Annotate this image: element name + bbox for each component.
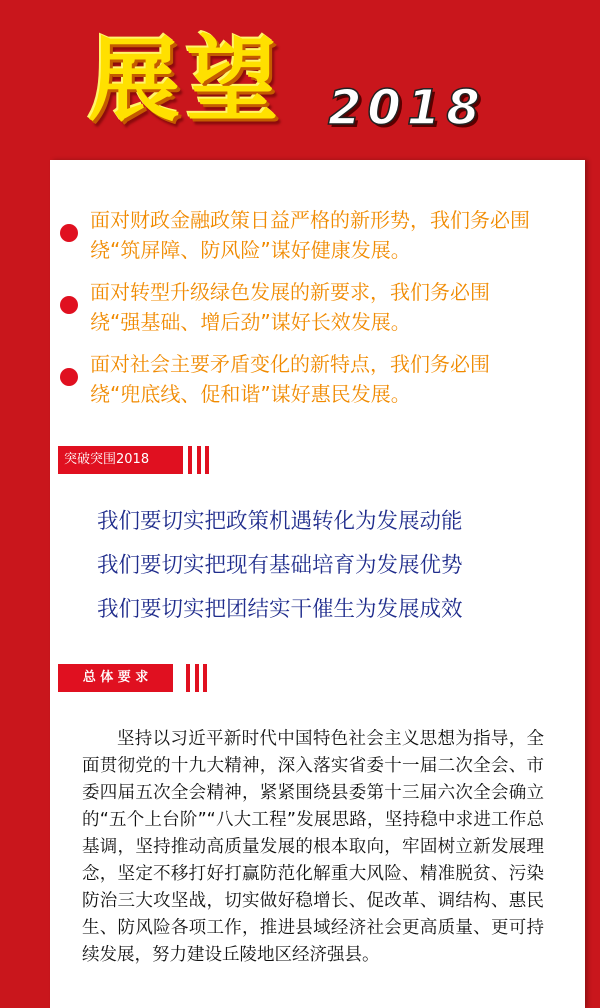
list-item-text: 面对财政金融政策日益严格的新形势，我们务必围绕“筑屏障、防风险”谋好健康发展。: [90, 208, 530, 262]
header: [0, 0, 600, 160]
section-tag-breakthrough: [58, 446, 218, 474]
tag-stripe: [186, 664, 190, 692]
list-item: [60, 277, 540, 337]
tag-stripe: [203, 664, 207, 692]
list-item: [60, 349, 540, 409]
red-dot-icon: [60, 224, 78, 242]
section-tag-requirements: [58, 664, 218, 692]
tag-stripe: [205, 446, 209, 474]
goal-line: 我们要切实把团结实干催生为发展成效: [97, 597, 463, 622]
outlook-list: [60, 205, 540, 421]
title-year: 2018: [328, 80, 486, 136]
section-tag-label: 突破突围2018: [58, 446, 183, 474]
breakthrough-goals: [97, 502, 557, 634]
list-item-text: 面对社会主要矛盾变化的新特点，我们务必围绕“兜底线、促和谐”谋好惠民发展。: [90, 352, 490, 406]
list-item: [60, 205, 540, 265]
page-title: 展望: [88, 27, 285, 134]
list-item-text: 面对转型升级绿色发展的新要求，我们务必围绕“强基础、增后劲”谋好长效发展。: [90, 280, 490, 334]
goal-line: 我们要切实把现有基础培育为发展优势: [97, 553, 463, 578]
tag-stripe: [188, 446, 192, 474]
goal-line: 我们要切实把政策机遇转化为发展动能: [97, 509, 463, 534]
requirements-paragraph: 坚持以习近平新时代中国特色社会主义思想为指导，全面贯彻党的十九大精神，深入落实省委十一届二次全会、市委四届五次全会精神，紧紧围绕县委第十三届六次全会确立的“五个上台阶”“八大工程”发展思路，坚持稳中求进工作总基调，坚持推动高质量发展的根本取向，牢固树立新发展理念，坚定不移打好打赢防范化解重大风险、精准脱贫、污染防治三大攻坚战，切实做好稳增长、促改革、调结构、惠民生、防风险各项工作，推进县域经济社会更高质量、更可持续发展，努力建设丘陵地区经济强县。: [82, 729, 544, 965]
tag-stripe: [197, 446, 201, 474]
section-tag-label: 总 体 要 求: [58, 664, 173, 692]
red-dot-icon: [60, 296, 78, 314]
tag-stripe: [195, 664, 199, 692]
red-dot-icon: [60, 368, 78, 386]
